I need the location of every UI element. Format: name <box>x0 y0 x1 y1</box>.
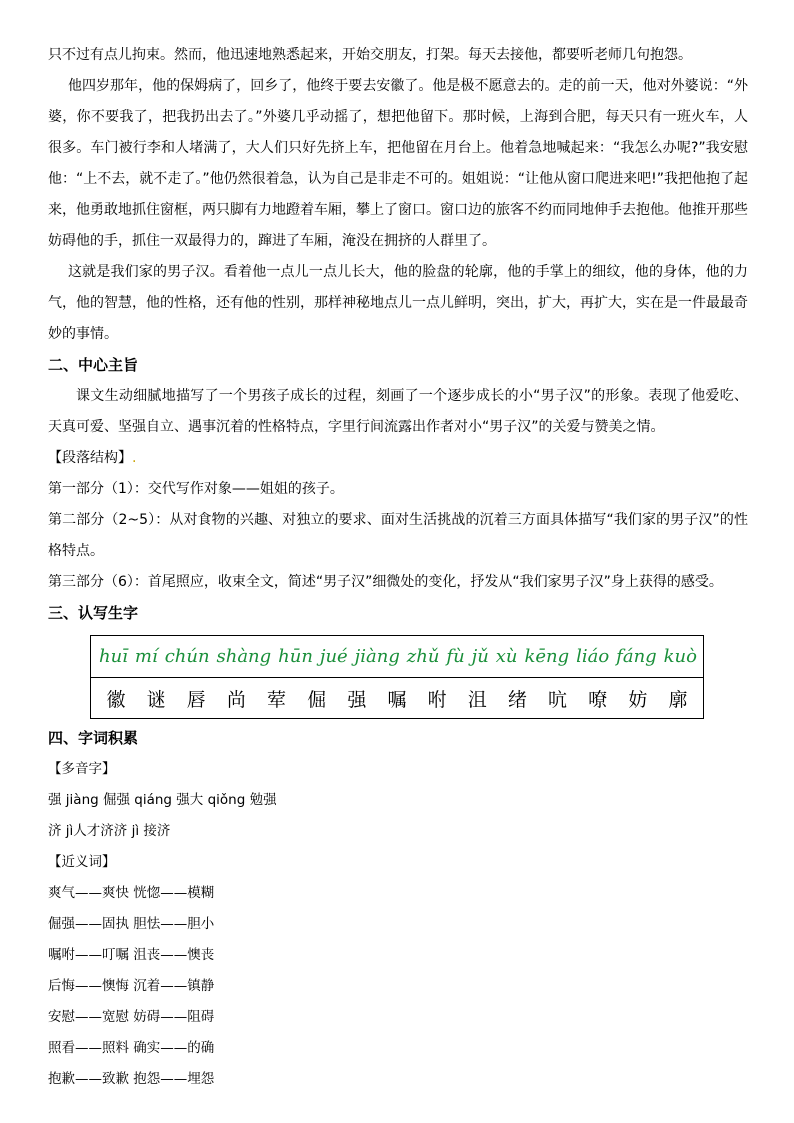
hanzi-item: 嘹 <box>588 688 608 711</box>
structure-part-2: 第二部分（2~5）：从对食物的兴趣、对独立的要求、面对生活挑战的沉着三方面具体描写“我们家的男子汉”的性格特点。 <box>48 512 748 559</box>
synonym-line: 抱歉——致歉 抱怨——埋怨 <box>48 1071 215 1087</box>
pinyin-item: liáo <box>576 646 610 667</box>
hanzi-item: 吭 <box>548 688 568 711</box>
section-heading-characters: 三、认写生字 <box>48 604 139 622</box>
hanzi-item: 嘱 <box>387 688 407 711</box>
pinyin-item: fù <box>446 646 465 667</box>
polyphone-line-2: 济 jì人才济济 jì 接济 <box>48 823 171 839</box>
pinyin-item: mí <box>134 646 158 667</box>
polyphone-line-1: 强 jiàng 倔强 qiáng 强大 qiǒng 勉强 <box>48 792 277 808</box>
document-page <box>48 40 748 1095</box>
structure-part-1: 第一部分（1）：交代写作对象——姐姐的孩子。 <box>48 481 344 497</box>
hanzi-list <box>91 678 703 718</box>
theme-text: 课文生动细腻地描写了一个男孩子成长的过程，刻画了一个逐步成长的小“男子汉”的形象。表现了他爱吃、天真可爱、坚强自立、遇事沉着的性格特点，字里行间流露出作者对小“男子汉”的关爱与赞美之情。 <box>48 388 748 435</box>
polyphone-label: 【多音字】 <box>48 761 116 777</box>
hanzi-item: 徽 <box>106 688 126 711</box>
hanzi-cell <box>91 678 704 719</box>
pinyin-item: kuò <box>663 646 697 667</box>
hanzi-item: 妨 <box>628 688 648 711</box>
paragraph-top: 只不过有点儿拘束。然而，他迅速地熟悉起来，开始交朋友，打架。每天去接他，都要听老师几句抱怨。 <box>48 47 692 63</box>
hanzi-item: 绪 <box>507 688 527 711</box>
synonym-line: 后悔——懊悔 沉着——镇静 <box>48 978 215 994</box>
pinyin-item: chún <box>164 646 210 667</box>
pinyin-item: xù <box>495 646 518 667</box>
pinyin-item: shàng <box>216 646 272 667</box>
hanzi-item: 咐 <box>427 688 447 711</box>
pinyin-list <box>91 636 703 677</box>
synonym-line: 嘱咐——叮嘱 沮丧——懊丧 <box>48 947 215 963</box>
character-table <box>90 635 704 719</box>
pinyin-item: huī <box>99 646 128 667</box>
pinyin-item: jǔ <box>471 646 489 667</box>
synonym-line: 安慰——宽慰 妨碍——阻碍 <box>48 1009 215 1025</box>
hanzi-item: 尚 <box>226 688 246 711</box>
hanzi-item: 廓 <box>668 688 688 711</box>
synonym-line: 照看——照料 确实——的确 <box>48 1040 215 1056</box>
hanzi-item: 倔 <box>307 688 327 711</box>
section-heading-theme: 二、中心主旨 <box>48 356 139 374</box>
structure-mark: . <box>132 450 137 466</box>
structure-heading <box>48 443 748 474</box>
pinyin-item: jué <box>319 646 348 667</box>
pinyin-item: jiàng <box>354 646 400 667</box>
hanzi-item: 唇 <box>186 688 206 711</box>
structure-part-3: 第三部分（6）：首尾照应，收束全文，简述“男子汉”细微处的变化，抒发从“我们家男子汉”身上获得的感受。 <box>48 574 723 590</box>
paragraph-train-story: 他四岁那年，他的保姆病了，回乡了，他终于要去安徽了。他是极不愿意去的。走的前一天，他对外婆说：“外婆，你不要我了，把我扔出去了。”外婆几乎动摇了，想把他留下。那时候，上海到合肥，每天只有一班火车，人很多。车门被行李和人堵满了，大人们只好先挤上车，把他留在月台上。他着急地喊起来：“我怎么办呢?”我安慰他：“上不去，就不走了。”他仍然很着急，认为自己是非走不可的。姐姐说：“让他从窗口爬进来吧!”我把他抱了起来，他勇敢地抓住窗框，两只脚有力地蹬着车厢，攀上了窗口。窗口边的旅客不约而同地伸手去抱他。他推开那些妨碍他的手，抓住一双最得力的，蹿进了车厢，淹没在拥挤的人群里了。 <box>48 78 748 249</box>
synonym-list <box>48 878 748 1095</box>
synonym-line: 爽气——爽快 恍惚——模糊 <box>48 885 215 901</box>
hanzi-item: 谜 <box>146 688 166 711</box>
paragraph-conclusion: 这就是我们家的男子汉。看着他一点儿一点儿长大，他的脸盘的轮廓，他的手掌上的细纹，他的身体，他的力气，他的智慧，他的性格，还有他的性别，那样神秘地点儿一点儿鲜明，突出，扩大，再扩大，实在是一件最最奇妙的事情。 <box>48 264 748 342</box>
synonym-label: 【近义词】 <box>48 854 116 870</box>
pinyin-item: kēng <box>524 646 570 667</box>
pinyin-item: hūn <box>278 646 313 667</box>
hanzi-row <box>91 678 704 719</box>
pinyin-cell <box>91 636 704 678</box>
hanzi-item: 荤 <box>267 688 287 711</box>
synonym-line: 倔强——固执 胆怯——胆小 <box>48 916 215 932</box>
structure-label: 【段落结构】 <box>48 450 132 466</box>
pinyin-row <box>91 636 704 678</box>
pinyin-item: fáng <box>616 646 657 667</box>
hanzi-item: 强 <box>347 688 367 711</box>
pinyin-item: zhǔ <box>406 646 440 667</box>
hanzi-item: 沮 <box>467 688 487 711</box>
section-heading-vocabulary: 四、字词积累 <box>48 729 139 747</box>
